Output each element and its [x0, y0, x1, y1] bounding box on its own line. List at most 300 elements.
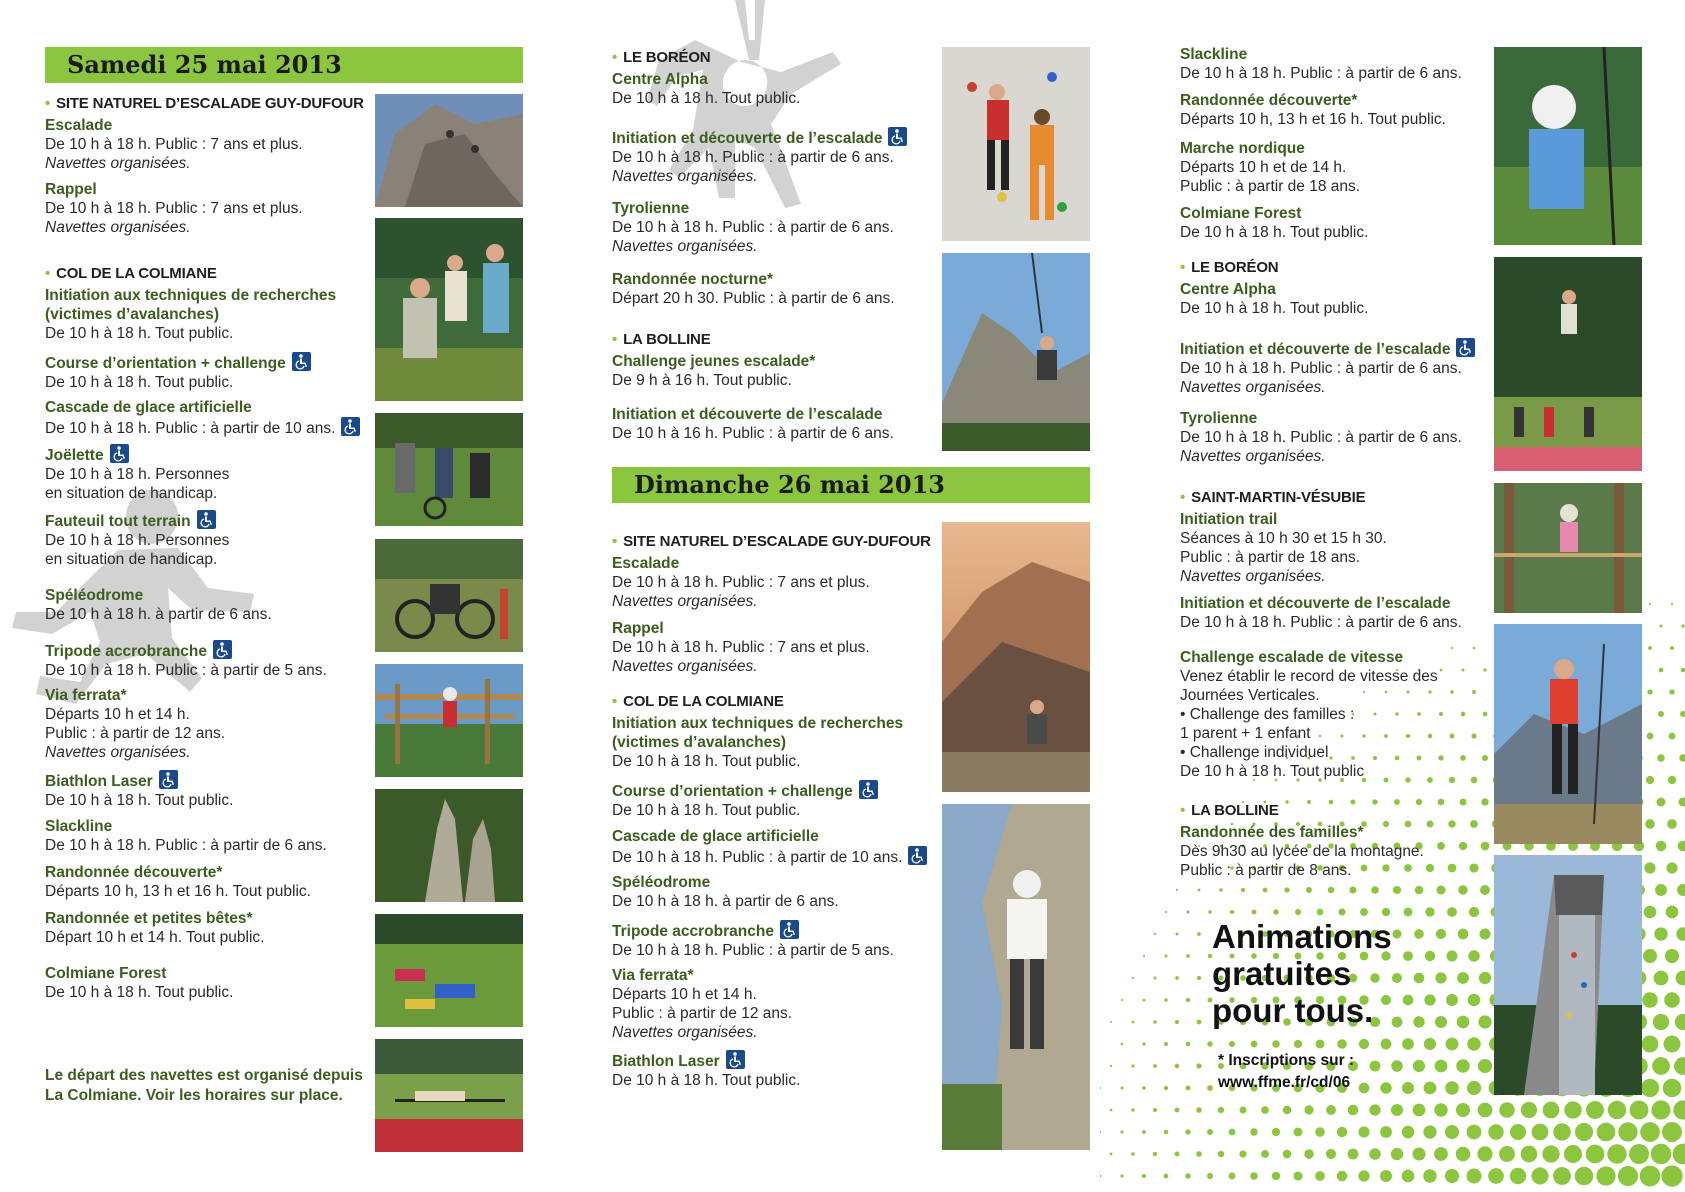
halftone-dot — [1239, 1106, 1246, 1113]
halftone-dot — [1423, 1125, 1436, 1138]
halftone-dot — [1662, 1122, 1682, 1142]
halftone-dot — [1586, 1101, 1604, 1119]
halftone-dot — [1369, 1104, 1380, 1115]
halftone-dot — [1670, 646, 1674, 650]
section-colmiane-sunday: • COL DE LA COLMIANE — [612, 693, 784, 710]
halftone-dot — [1447, 907, 1457, 917]
halftone-dot — [1467, 1081, 1481, 1095]
halftone-dot — [1165, 911, 1167, 913]
halftone-dot — [1358, 1126, 1369, 1137]
activity-tyrolienne: Tyrolienne De 10 h à 18 h. Public : à partir de 6 ans. Navettes organisées. — [612, 200, 894, 255]
halftone-dot — [1153, 1020, 1156, 1023]
halftone-dot — [1164, 1042, 1168, 1046]
halftone-dot — [1198, 889, 1201, 892]
halftone-dot — [1143, 999, 1146, 1002]
halftone-dot — [1674, 1057, 1685, 1075]
halftone-dot — [1477, 1146, 1492, 1161]
photo-indoor-climbing-wall — [942, 47, 1090, 241]
halftone-dot — [1663, 1035, 1680, 1052]
halftone-dot — [1219, 888, 1223, 892]
halftone-dot — [1661, 1165, 1682, 1186]
halftone-dot — [1640, 1122, 1660, 1142]
activity-randonnee-betes: Randonnée et petites bêtes* Départ 10 h et 14 h. Tout public. — [45, 910, 265, 946]
activity-cascade-glace-sunday: Cascade de glace artificielle De 10 h à 18 h. Public : à partir de 10 ans. — [612, 827, 962, 867]
halftone-dot — [1337, 1127, 1347, 1137]
halftone-dot — [1679, 798, 1685, 807]
halftone-dot — [1100, 1131, 1101, 1133]
activity-centre-alpha: Centre Alpha De 10 h à 18 h. Tout public. — [612, 71, 801, 107]
section-boreon-sunday: • LE BORÉON — [1180, 259, 1279, 276]
halftone-dot — [1349, 886, 1356, 893]
halftone-dot — [1679, 754, 1685, 762]
halftone-dot — [1164, 1086, 1168, 1090]
activity-colmiane-forest: Colmiane Forest De 10 h à 18 h. Tout public. — [45, 965, 234, 1001]
halftone-dot — [1208, 910, 1212, 914]
activity-centre-alpha-sunday: Centre Alpha De 10 h à 18 h. Tout public. — [1180, 281, 1369, 317]
section-saint-martin: • SAINT-MARTIN-VÉSUBIE — [1180, 489, 1366, 506]
halftone-dot — [1143, 955, 1145, 957]
halftone-dot — [1142, 1130, 1146, 1134]
halftone-dot — [1665, 949, 1679, 963]
halftone-dot — [1294, 1128, 1303, 1137]
photo-tree-adventure — [375, 664, 523, 777]
halftone-dot — [1273, 909, 1278, 914]
halftone-dot — [1175, 1108, 1180, 1113]
halftone-dot — [1272, 1040, 1280, 1048]
halftone-dot — [1229, 1129, 1236, 1136]
halftone-dot — [1326, 1149, 1336, 1159]
halftone-dot — [1467, 1037, 1480, 1050]
photo-rock-climber — [942, 804, 1090, 1150]
halftone-dot — [1100, 1175, 1101, 1177]
activity-randonnee-decouverte-sunday: Randonnée découverte* Départs 10 h, 13 h et 16 h. Tout public. — [1180, 92, 1446, 128]
halftone-dot — [1676, 971, 1685, 986]
halftone-dot — [1337, 1039, 1347, 1049]
halftone-dot — [1239, 1150, 1246, 1157]
activity-challenge-vitesse: Challenge escalade de vitesse Venez établir le record de vitesse des Journées Verticales. • Challenge des familles : 1 parent + 1 enfant • Challenge individuel De 10 h à 18 h. Tout public — [1180, 649, 1438, 780]
halftone-dot — [1458, 885, 1468, 895]
halftone-dot — [1360, 908, 1368, 916]
halftone-dot — [1436, 885, 1445, 894]
halftone-dot — [1404, 908, 1413, 917]
halftone-dot — [1653, 1014, 1669, 1030]
halftone-dot — [1197, 932, 1201, 936]
halftone-dot — [1659, 624, 1662, 627]
halftone-dot — [1658, 711, 1664, 717]
section-bolline: • LA BOLLINE — [612, 331, 711, 348]
halftone-dot — [1337, 1171, 1348, 1182]
halftone-dot — [1295, 909, 1301, 915]
accessibility-icon — [341, 417, 360, 436]
halftone-dot — [1358, 1170, 1369, 1181]
halftone-dot — [1283, 1150, 1292, 1159]
activity-marche-nordique: Marche nordique Départs 10 h et de 14 h. Public : à partir de 18 ans. — [1180, 140, 1361, 195]
section-title: SAINT-MARTIN-VÉSUBIE — [1191, 489, 1366, 506]
halftone-dot — [1175, 1020, 1179, 1024]
halftone-dot — [1110, 1021, 1112, 1023]
halftone-dot — [1445, 1125, 1459, 1139]
section-title: SITE NATUREL D’ESCALADE GUY-DUFOUR — [623, 533, 931, 550]
halftone-dot — [1218, 1151, 1224, 1157]
activity-via-ferrata-sunday: Via ferrata* Départs 10 h et 14 h. Public : à partir de 12 ans. Navettes organisées. — [612, 967, 793, 1041]
activity-fauteuil: Fauteuil tout terrain De 10 h à 18 h. Personnes en situation de handicap. — [45, 510, 385, 569]
halftone-dot — [1207, 1173, 1213, 1179]
halftone-dot — [1531, 1167, 1548, 1184]
halftone-dot — [1402, 1126, 1415, 1139]
activity-initiation-trail: Initiation trail Séances à 10 h 30 et 15 h 30. Public : à partir de 18 ans. Navettes organisées. — [1180, 511, 1387, 585]
halftone-dot — [1681, 624, 1684, 627]
halftone-dot — [1185, 1085, 1190, 1090]
activity-initiation-escalade-stmartin: Initiation et découverte de l’escalade De 10 h à 18 h. Public : à partir de 6 ans. — [1180, 595, 1462, 631]
halftone-dot — [1597, 1123, 1616, 1142]
section-title: LA BOLLINE — [1191, 802, 1279, 819]
halftone-dot — [1142, 1174, 1146, 1178]
halftone-dot — [1676, 927, 1685, 940]
halftone-dot — [1229, 1173, 1236, 1180]
halftone-dot — [1423, 1169, 1436, 1182]
halftone-dot — [1664, 992, 1680, 1008]
halftone-dot — [1165, 955, 1168, 958]
photo-joelette-hike — [375, 413, 523, 526]
activity-biathlon: Biathlon Laser De 10 h à 18 h. Tout public. — [45, 770, 385, 810]
halftone-dot — [1456, 1147, 1470, 1161]
halftone-dot — [1317, 909, 1324, 916]
halftone-dot — [1153, 1152, 1157, 1156]
section-title: COL DE LA COLMIANE — [56, 265, 217, 282]
halftone-dot — [1663, 1079, 1682, 1098]
activity-orientation-sunday: Course d’orientation + challenge De 10 h à 18 h. Tout public. — [612, 780, 952, 820]
halftone-dot — [1229, 1041, 1235, 1047]
halftone-dot — [1196, 1151, 1202, 1157]
halftone-dot — [1251, 1041, 1258, 1048]
halftone-dot — [1380, 1170, 1392, 1182]
halftone-dot — [1673, 1100, 1685, 1119]
halftone-dot — [1186, 1042, 1191, 1047]
halftone-dot — [1153, 1064, 1157, 1068]
halftone-dot — [1121, 999, 1123, 1001]
halftone-dot — [1630, 1101, 1649, 1120]
halftone-dot — [1643, 949, 1657, 963]
halftone-dot — [1142, 1086, 1146, 1090]
halftone-dot — [1175, 932, 1178, 935]
photo-avalanche-training — [375, 218, 523, 401]
halftone-dot — [1656, 841, 1666, 851]
halftone-dot — [1164, 1174, 1169, 1179]
halftone-dot — [1654, 971, 1669, 986]
shuttle-note: Le départ des navettes est organisé depuis La Colmiane. Voir les horaires sur place. — [45, 1067, 363, 1104]
halftone-dot — [1369, 1148, 1381, 1160]
activity-escalade: Escalade De 10 h à 18 h. Public : 7 ans et plus. Navettes organisées. — [45, 117, 303, 172]
halftone-dot — [1391, 1148, 1403, 1160]
halftone-dot — [1642, 1036, 1659, 1053]
day-header-saturday: Samedi 25 mai 2013 — [45, 47, 523, 83]
halftone-dot — [1657, 754, 1665, 762]
halftone-dot — [1467, 1125, 1482, 1140]
halftone-dot — [1651, 1144, 1672, 1165]
halftone-dot — [1348, 1105, 1359, 1116]
activity-speleodrome: Spéléodrome De 10 h à 18 h. à partir de 6 ans. — [45, 587, 272, 623]
section-boreon: • LE BORÉON — [612, 49, 711, 66]
halftone-dot — [1197, 976, 1201, 980]
activity-randonnee-decouverte: Randonnée découverte* Départs 10 h, 13 h et 16 h. Tout public. — [45, 864, 311, 900]
activity-speleodrome-sunday: Spéléodrome De 10 h à 18 h. à partir de 6 ans. — [612, 874, 839, 910]
halftone-dot — [1649, 603, 1651, 605]
halftone-dot — [1380, 1126, 1392, 1138]
accessibility-icon — [292, 352, 311, 371]
halftone-dot — [1412, 1147, 1425, 1160]
halftone-dot — [1197, 1020, 1202, 1025]
halftone-dot — [1293, 1171, 1302, 1180]
halftone-dot — [1456, 1103, 1470, 1117]
section-title: LE BORÉON — [1191, 259, 1279, 276]
halftone-dot — [1446, 1038, 1459, 1051]
halftone-dot — [1657, 798, 1666, 807]
halftone-dot — [1456, 1059, 1469, 1072]
activity-randonnee-familles: Randonnée des familles* Dès 9h30 au lycée de la montagne. Public : à partir de 8 ans. — [1180, 824, 1424, 879]
activity-joelette: Joëlette De 10 h à 18 h. Personnes en situation de handicap. — [45, 444, 385, 503]
activity-orientation: Course d’orientation + challenge De 10 h à 18 h. Tout public. — [45, 352, 385, 392]
halftone-dot — [1175, 976, 1179, 980]
accessibility-icon — [859, 780, 878, 799]
halftone-dot — [1348, 1149, 1359, 1160]
free-animations-title: Animations gratuites pour tous. — [1212, 918, 1392, 1029]
halftone-dot — [1187, 911, 1190, 914]
halftone-dot — [1121, 1043, 1124, 1046]
halftone-dot — [1284, 887, 1289, 892]
activity-tripode: Tripode accrobranche De 10 h à 18 h. Public : à partir de 5 ans. — [45, 640, 385, 680]
halftone-dot — [1316, 1040, 1325, 1049]
halftone-dot — [1413, 1104, 1426, 1117]
halftone-dot — [1415, 886, 1424, 895]
halftone-dot — [1678, 841, 1685, 851]
halftone-dot — [1478, 1059, 1492, 1073]
halftone-dot — [1618, 1166, 1638, 1186]
halftone-dot — [1131, 1064, 1134, 1067]
halftone-dot — [1402, 1170, 1415, 1183]
halftone-dot — [1207, 1085, 1213, 1091]
halftone-dot — [1304, 1105, 1313, 1114]
activity-colmiane-forest-sunday: Colmiane Forest De 10 h à 18 h. Tout public. — [1180, 205, 1369, 241]
halftone-dot — [1478, 1103, 1493, 1118]
halftone-dot — [1153, 1108, 1157, 1112]
halftone-dot — [1654, 927, 1667, 940]
accessibility-icon — [110, 444, 129, 463]
halftone-dot — [1640, 1166, 1661, 1187]
halftone-dot — [1608, 1101, 1626, 1119]
halftone-dot — [1154, 977, 1157, 980]
section-title: SITE NATUREL D’ESCALADE GUY-DUFOUR — [56, 95, 364, 112]
halftone-dot — [1480, 885, 1490, 895]
activity-cascade-glace: Cascade de glace artificielle De 10 h à 18 h. Public : à partir de 10 ans. — [45, 398, 395, 438]
halftone-dot — [1521, 1102, 1537, 1118]
section-title: LA BOLLINE — [623, 331, 711, 348]
photo-jumping-show — [1494, 257, 1642, 471]
halftone-dot — [1185, 1173, 1190, 1178]
section-title: COL DE LA COLMIANE — [623, 693, 784, 710]
halftone-dot — [1315, 1127, 1325, 1137]
halftone-dot — [1479, 972, 1491, 984]
halftone-dot — [1666, 862, 1677, 873]
halftone-dot — [1328, 887, 1334, 893]
halftone-dot — [1655, 884, 1667, 896]
photo-zipline — [942, 253, 1090, 451]
activity-biathlon-sunday: Biathlon Laser De 10 h à 18 h. Tout public. — [612, 1050, 952, 1090]
section-guy-dufour-sunday: • SITE NATUREL D’ESCALADE GUY-DUFOUR — [612, 533, 931, 550]
halftone-dot — [1434, 1103, 1447, 1116]
accessibility-icon — [197, 510, 216, 529]
registration-link[interactable]: www.ffme.fr/cd/06 — [1218, 1074, 1351, 1091]
halftone-dot — [1283, 1106, 1291, 1114]
halftone-dot — [1521, 1146, 1538, 1163]
halftone-dot — [1488, 1124, 1503, 1139]
halftone-dot — [1252, 910, 1257, 915]
halftone-dot — [1100, 1087, 1101, 1089]
halftone-dot — [1680, 711, 1685, 717]
activity-challenge-jeunes: Challenge jeunes escalade* De 9 h à 16 h. Tout public. — [612, 353, 816, 389]
photo-meadow-group — [375, 914, 523, 1027]
halftone-dot — [1174, 1151, 1179, 1156]
halftone-dot — [1666, 906, 1679, 919]
section-bolline-sunday: • LA BOLLINE — [1180, 802, 1279, 819]
activity-via-ferrata: Via ferrata* Départs 10 h et 14 h. Public : à partir de 12 ans. Navettes organisées. — [45, 687, 226, 761]
halftone-dot — [1553, 1167, 1571, 1185]
halftone-dot — [1272, 1172, 1280, 1180]
halftone-dot — [1154, 933, 1156, 935]
halftone-dot — [1402, 1038, 1414, 1050]
halftone-dot — [1186, 998, 1190, 1002]
halftone-dot — [1673, 1144, 1685, 1165]
halftone-dot — [1110, 1065, 1112, 1067]
registration-info: * Inscriptions sur : www.ffme.fr/cd/06 — [1218, 1050, 1458, 1094]
activity-rappel: Rappel De 10 h à 18 h. Public : 7 ans et plus. Navettes organisées. — [45, 181, 303, 236]
halftone-dot — [1564, 1145, 1582, 1163]
activity-tripode-sunday: Tripode accrobranche De 10 h à 18 h. Public : à partir de 5 ans. — [612, 920, 952, 960]
halftone-dot — [1618, 1122, 1637, 1141]
halftone-dot — [1382, 908, 1390, 916]
halftone-dot — [1596, 1166, 1615, 1185]
halftone-dot — [1681, 668, 1685, 673]
halftone-dot — [1272, 1128, 1280, 1136]
halftone-dot — [1575, 1123, 1593, 1141]
halftone-dot — [1479, 928, 1490, 939]
halftone-dot — [1651, 1100, 1670, 1119]
activity-initiation-escalade-bolline: Initiation et découverte de l’escalade De 10 h à 16 h. Public : à partir de 6 ans. — [612, 406, 894, 442]
halftone-dot — [1121, 1087, 1124, 1090]
halftone-dot — [1659, 668, 1664, 673]
halftone-dot — [1645, 819, 1655, 829]
halftone-dot — [1306, 887, 1312, 893]
halftone-dot — [1652, 1057, 1670, 1075]
halftone-dot — [1499, 1146, 1515, 1162]
halftone-dot — [1646, 776, 1654, 784]
halftone-dot — [1667, 819, 1677, 829]
halftone-dot — [1164, 998, 1168, 1002]
accessibility-icon — [159, 770, 178, 789]
halftone-dot — [1553, 1123, 1570, 1140]
halftone-dot — [1207, 1041, 1212, 1046]
halftone-dot — [1671, 603, 1673, 605]
halftone-dot — [1425, 907, 1434, 916]
activity-randonnee-nocturne: Randonnée nocturne* Départ 20 h 30. Public : à partir de 6 ans. — [612, 271, 895, 307]
halftone-dot — [1261, 1150, 1269, 1158]
halftone-dot — [1263, 888, 1268, 893]
halftone-dot — [1642, 992, 1657, 1007]
halftone-dot — [1371, 886, 1379, 894]
activity-tyrolienne-sunday: Tyrolienne De 10 h à 18 h. Public : à partir de 6 ans. Navettes organisées. — [1180, 410, 1462, 465]
halftone-dot — [1675, 1014, 1685, 1030]
halftone-dot — [1424, 1038, 1436, 1050]
photo-trail-runner — [1494, 624, 1642, 844]
halftone-dot — [1110, 1153, 1113, 1156]
halftone-dot — [1131, 1152, 1135, 1156]
halftone-dot — [1241, 888, 1245, 892]
halftone-dot — [1644, 862, 1655, 873]
photo-speed-wall — [1494, 855, 1642, 1095]
accessibility-icon — [213, 640, 232, 659]
halftone-dot — [1434, 1147, 1448, 1161]
halftone-dot — [1326, 1105, 1336, 1115]
halftone-dot — [1669, 689, 1674, 694]
halftone-dot — [1186, 954, 1190, 958]
photo-rock-climbers — [375, 94, 523, 207]
activity-avalanche-sunday: Initiation aux techniques de recherches (victimes d’avalanches) De 10 h à 18 h. Tout public. — [612, 715, 904, 770]
halftone-dot — [1647, 689, 1652, 694]
halftone-dot — [1294, 1040, 1302, 1048]
halftone-dot — [1586, 1145, 1605, 1164]
halftone-dot — [1478, 1015, 1491, 1028]
halftone-dot — [1131, 1108, 1134, 1111]
halftone-dot — [1207, 1129, 1213, 1135]
halftone-dot — [1359, 1039, 1369, 1049]
photo-child-helmet — [1494, 47, 1642, 245]
activity-avalanche: Initiation aux techniques de recherches (victimes d’avalanches) De 10 h à 18 h. Tout public. — [45, 287, 337, 342]
halftone-dot — [1176, 889, 1178, 891]
halftone-dot — [1542, 1145, 1559, 1162]
halftone-dot — [1120, 1174, 1123, 1177]
activity-escalade-sunday: Escalade De 10 h à 18 h. Public : 7 ans et plus. Navettes organisées. — [612, 555, 870, 610]
halftone-dot — [1218, 1107, 1224, 1113]
activity-initiation-escalade: Initiation et découverte de l’escalade De 10 h à 18 h. Public : à partir de 6 ans. Navettes organisées. — [612, 127, 952, 186]
halftone-dot — [1393, 886, 1401, 894]
halftone-dot — [1338, 908, 1345, 915]
halftone-dot — [1261, 1106, 1269, 1114]
halftone-dot — [1647, 733, 1654, 740]
accessibility-icon — [726, 1050, 745, 1069]
halftone-dot — [1467, 1169, 1482, 1184]
halftone-dot — [1564, 1101, 1581, 1118]
accessibility-icon — [908, 846, 927, 865]
photo-sunset-mountains — [942, 522, 1090, 792]
halftone-dot — [1575, 1167, 1594, 1186]
halftone-dot — [1250, 1172, 1258, 1180]
halftone-dot — [1510, 1168, 1526, 1184]
halftone-dot — [1629, 1144, 1649, 1164]
photo-rock-spire — [375, 789, 523, 902]
section-guy-dufour: • SITE NATUREL D’ESCALADE GUY-DUFOUR — [45, 95, 364, 112]
halftone-dot — [1132, 1021, 1135, 1024]
halftone-dot — [1196, 1063, 1201, 1068]
halftone-dot — [1250, 1128, 1257, 1135]
halftone-dot — [1644, 906, 1657, 919]
photo-tree-course — [1494, 483, 1642, 613]
section-title: LE BORÉON — [623, 49, 711, 66]
halftone-dot — [1175, 1064, 1180, 1069]
halftone-dot — [1510, 1124, 1526, 1140]
photo-slackline — [375, 1039, 523, 1152]
halftone-dot — [1607, 1144, 1626, 1163]
halftone-dot — [1185, 1129, 1190, 1134]
day-header-sunday: Dimanche 26 mai 2013 — [612, 467, 1090, 503]
